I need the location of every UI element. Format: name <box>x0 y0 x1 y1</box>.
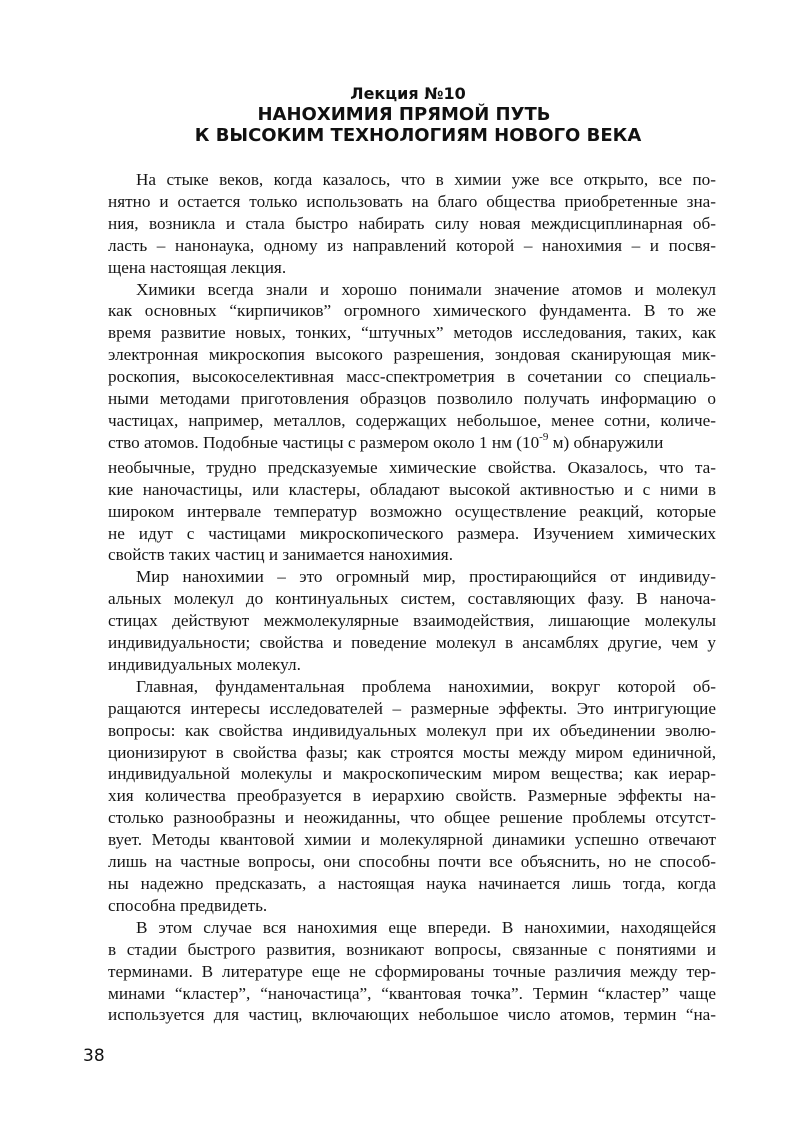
text-line: индивидуальных молекул. <box>108 654 301 674</box>
page-number: 38 <box>83 1046 105 1066</box>
paragraph-5 <box>108 917 716 1027</box>
text-line: используется для частиц, включающих небольшое число атомов, термин “на- <box>108 1005 716 1025</box>
text-line: терминами. В литературе еще не сформированы точные различия между тер- <box>108 961 716 981</box>
text-line: способна предвидеть. <box>108 895 268 915</box>
text-line: ционизируют в свойства фазы; как строятся мосты между миром единичной, <box>108 742 716 762</box>
text-line: ния, возникла и стала быстро набирать силу новая междисциплинарная об- <box>108 213 716 233</box>
text-line: индивидуальности; свойства и поведение молекул в ансамблях другие, чем у <box>108 633 716 653</box>
text-segment: ство атомов. Подобные частицы с размером около 1 нм (10 <box>108 432 540 452</box>
text-line: ращаются интересы исследователей – размерные эффекты. Это интригующие <box>108 698 716 718</box>
paragraph-1 <box>108 169 716 279</box>
text-line: ны надежно предсказать, а настоящая наука начинается лишь тогда, когда <box>108 874 716 893</box>
text-line: частицах, например, металлов, содержащих небольшое, менее сотни, количе- <box>108 410 716 430</box>
text-line: Химики всегда знали и хорошо понимали значение атомов и молекул <box>136 279 716 299</box>
text-line: лишь на частные вопросы, они способны почти все объяснить, но не способ- <box>108 852 716 872</box>
text-line: необычные, трудно предсказуемые химические свойства. Оказалось, что та- <box>108 457 716 477</box>
text-line: альных молекул до континуальных систем, составляющих фазу. В наноча- <box>108 589 716 609</box>
text-line: ласть – нанонаука, одному из направлений которой – нанохимия – и посвя- <box>108 235 716 255</box>
text-line: свойств таких частиц и занимается нанохимия. <box>108 545 454 565</box>
text-line: кие наночастицы, или кластеры, обладают высокой активностью и с ними в <box>108 479 716 499</box>
text-line: столько разнообразны и неожиданны, что общее решение проблемы отсутст- <box>108 808 716 828</box>
text-line: минами “кластер”, “наночастица”, “квантовая точка”. Термин “кластер” чаще <box>108 983 716 1003</box>
text-line: как основных “кирпичиков” огромного химического фундамента. В то же <box>108 301 716 321</box>
exponent: -9 <box>539 430 549 443</box>
text-line: Главная, фундаментальная проблема нанохимии, вокруг которой об- <box>136 676 716 696</box>
text-line: индивидуальной молекулы и макроскопическим миром вещества; как иерар- <box>108 764 716 784</box>
text-line: нятно и остается только использовать на благо общества приобретенные зна- <box>108 191 716 211</box>
lecture-title-line-2: К ВЫСОКИМ ТЕХНОЛОГИЯМ НОВОГО ВЕКА <box>194 125 642 146</box>
text-line: стицах действуют межмолекулярные взаимодействия, лишающие молекулы <box>108 611 716 631</box>
text-line: широком интервале температур возможно осуществление реакций, которые <box>108 501 716 521</box>
text-line: вует. Методы квантовой химии и молекулярной динамики успешно отвечают <box>108 830 716 850</box>
text-line: Мир нанохимии – это огромный мир, простирающийся от индивиду- <box>136 567 716 587</box>
paragraph-4 <box>108 676 716 917</box>
text-line: время развитие новых, тонких, “штучных” методов исследования, таких, как <box>108 323 716 343</box>
paragraph-3 <box>108 566 716 676</box>
text-line: вопросы: как свойства индивидуальных молекул при их объединении эволю- <box>108 720 716 740</box>
lecture-title-line-1: НАНОХИМИЯ ПРЯМОЙ ПУТЬ <box>257 104 551 125</box>
text-line: хия количества преобразуется в иерархию свойств. Размерные эффекты на- <box>108 786 716 806</box>
text-line: электронная микроскопия высокого разрешения, зондовая сканирующая мик- <box>108 345 716 365</box>
lecture-body <box>108 169 716 1026</box>
paragraph-2 <box>108 279 716 567</box>
text-line: ными методами приготовления образцов позволило получать информацию о <box>108 389 716 409</box>
text-line: роскопия, высокоселективная масс-спектрометрия в сочетании со специаль- <box>108 367 716 387</box>
text-segment: м) обнаружили <box>548 432 664 452</box>
lecture-number: Лекция №10 <box>350 84 466 103</box>
text-line: не идут с частицами микроскопического размера. Изучением химических <box>108 523 716 543</box>
text-line: в стадии быстрого развития, возникают вопросы, связанные с понятиями и <box>108 939 716 959</box>
text-line: На стыке веков, когда казалось, что в химии уже все открыто, все по- <box>136 170 716 189</box>
text-line: В этом случае вся нанохимия еще впереди. В нанохимии, находящейся <box>136 917 716 937</box>
text-line-with-exponent <box>108 432 716 457</box>
text-line: щена настоящая лекция. <box>108 257 287 277</box>
